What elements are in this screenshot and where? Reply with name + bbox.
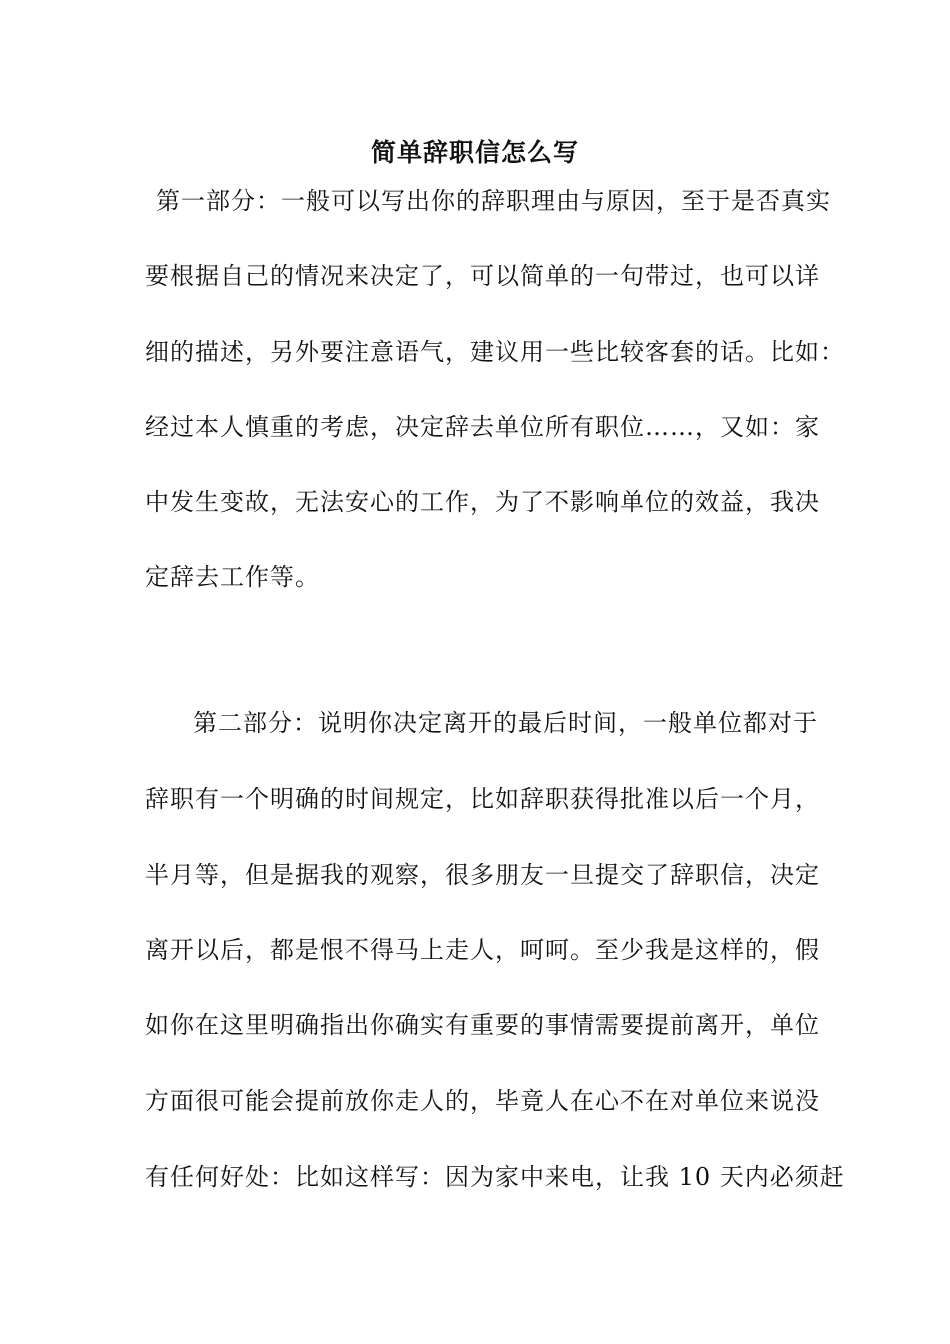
paragraph-1-line-2: 要根据自己的情况来决定了，可以简单的一句带过，也可以详 <box>145 262 820 290</box>
paragraph-2-line-6: 方面很可能会提前放你走人的，毕竟人在心不在对单位来说没 <box>145 1087 820 1115</box>
paragraph-1-line-3: 细的描述，另外要注意语气，建议用一些比较客套的话。比如： <box>145 338 845 366</box>
document-title: 简单辞职信怎么写 <box>370 138 579 167</box>
paragraph-2-line-7: 有任何好处：比如这样写：因为家中来电，让我 10 天内必须赶 <box>145 1163 845 1191</box>
paragraph-1-line-6: 定辞去工作等。 <box>145 563 320 591</box>
paragraph-1-line-1: 第一部分：一般可以写出你的辞职理由与原因，至于是否真实 <box>156 187 831 215</box>
paragraph-1-line-4: 经过本人慎重的考虑，决定辞去单位所有职位……，又如：家 <box>145 413 820 441</box>
paragraph-2-line-3: 半月等，但是据我的观察，很多朋友一旦提交了辞职信，决定 <box>145 861 820 889</box>
paragraph-1-line-5: 中发生变故，无法安心的工作，为了不影响单位的效益，我决 <box>145 488 820 516</box>
paragraph-2-line-5: 如你在这里明确指出你确实有重要的事情需要提前离开，单位 <box>145 1011 820 1039</box>
paragraph-2-line-2: 辞职有一个明确的时间规定，比如辞职获得批准以后一个月， <box>145 785 820 813</box>
paragraph-2-line-4: 离开以后，都是恨不得马上走人，呵呵。至少我是这样的，假 <box>145 936 820 964</box>
paragraph-2-line-1: 第二部分：说明你决定离开的最后时间，一般单位都对于 <box>193 709 818 737</box>
